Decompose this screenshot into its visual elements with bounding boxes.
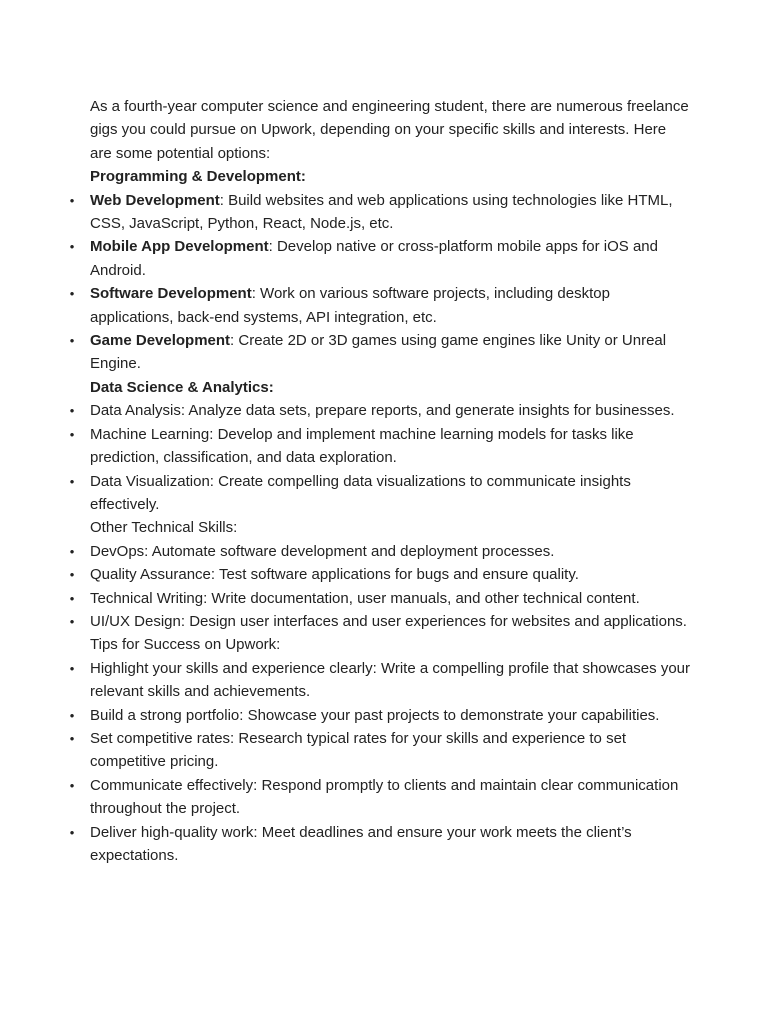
item-term: Game Development [90,332,231,350]
section-heading: Other Technical Skills: [90,519,238,537]
item-text: Technical Writing: Write documentation, user manuals, and other technical content. [90,589,640,607]
section-heading: Programming & Development: [90,168,306,186]
list-item [69,235,690,282]
bullet-list [69,189,690,376]
item-text: UI/UX Design: Design user interfaces and user experiences for websites and applications. [90,612,687,630]
bullet-icon: • [69,403,75,419]
list-item [69,563,690,586]
item-text: : Develop native or cross-platform mobile apps for iOS and Android. [90,238,658,279]
bullet-icon: • [69,286,75,302]
section-heading: Data Science & Analytics: [90,378,274,396]
bullet-icon: • [69,567,75,583]
list-item [69,540,690,563]
item-text: Machine Learning: Develop and implement machine learning models for tasks like prediction, classification, and data exploration. [90,425,634,467]
item-text: Quality Assurance: Test software applications for bugs and ensure quality. [90,566,579,584]
bullet-icon: • [69,543,75,559]
list-item [69,282,690,329]
item-text: : Create 2D or 3D games using game engines like Unity or Unreal Engine. [90,332,667,373]
section-other-technical-skills [69,516,690,633]
list-item [69,329,690,376]
list-item [69,657,690,704]
list-item [69,189,690,236]
list-item [69,587,690,610]
bullet-icon: • [69,613,75,629]
list-item [69,727,690,774]
bullet-icon: • [69,730,75,746]
bullet-icon: • [69,707,75,723]
item-term: Web Development [90,191,220,209]
bullet-icon: • [69,777,75,793]
item-text: Communicate effectively: Respond promptly to clients and maintain clear communication throughout the project. [90,776,679,818]
item-term: Mobile App Development [90,238,269,256]
item-text: : Work on various software projects, including desktop applications, back-end systems, API integration, etc. [90,285,610,326]
item-text: Data Visualization: Create compelling data visualizations to communicate insights effectively. [90,472,631,513]
section-data-science-analytics [69,376,690,516]
bullet-icon: • [69,239,75,255]
item-term: Software Development [90,285,252,303]
list-item [69,821,690,868]
item-text: Data Analysis: Analyze data sets, prepare reports, and generate insights for businesses. [90,402,675,420]
item-text: Highlight your skills and experience clearly: Write a compelling profile that showcases your relevant skills and achievements. [90,659,690,701]
bullet-icon: • [69,426,75,442]
bullet-icon: • [69,590,75,606]
section-programming-development [69,165,690,376]
bullet-icon: • [69,192,75,208]
list-item [69,774,690,821]
bullet-list [69,657,690,868]
intro-paragraph: As a fourth-year computer science and engineering student, there are numerous freelance gigs you could pursue on Upwork, depending on your specific skills and interests. Here are some potential options: [90,98,689,162]
item-text: Set competitive rates: Research typical rates for your skills and experience to set competitive pricing. [90,729,627,771]
bullet-icon: • [69,660,75,676]
bullet-icon: • [69,473,75,489]
bullet-list [69,540,690,634]
item-text: : Build websites and web applications using technologies like HTML, CSS, JavaScript, Python, React, Node.js, etc. [90,191,673,233]
section-tips-for-success [69,633,690,867]
bullet-icon: • [69,333,75,349]
bullet-list [69,399,690,516]
list-item [69,610,690,633]
item-text: Deliver high-quality work: Meet deadlines and ensure your work meets the client’s expectations. [90,823,632,864]
item-text: DevOps: Automate software development and deployment processes. [90,542,555,560]
list-item [69,399,690,422]
list-item [69,423,690,470]
section-heading: Tips for Success on Upwork: [90,636,281,654]
list-item [69,704,690,727]
bullet-icon: • [69,824,75,840]
document-page [69,95,690,867]
item-text: Build a strong portfolio: Showcase your past projects to demonstrate your capabilities. [90,706,660,724]
list-item [69,470,690,517]
